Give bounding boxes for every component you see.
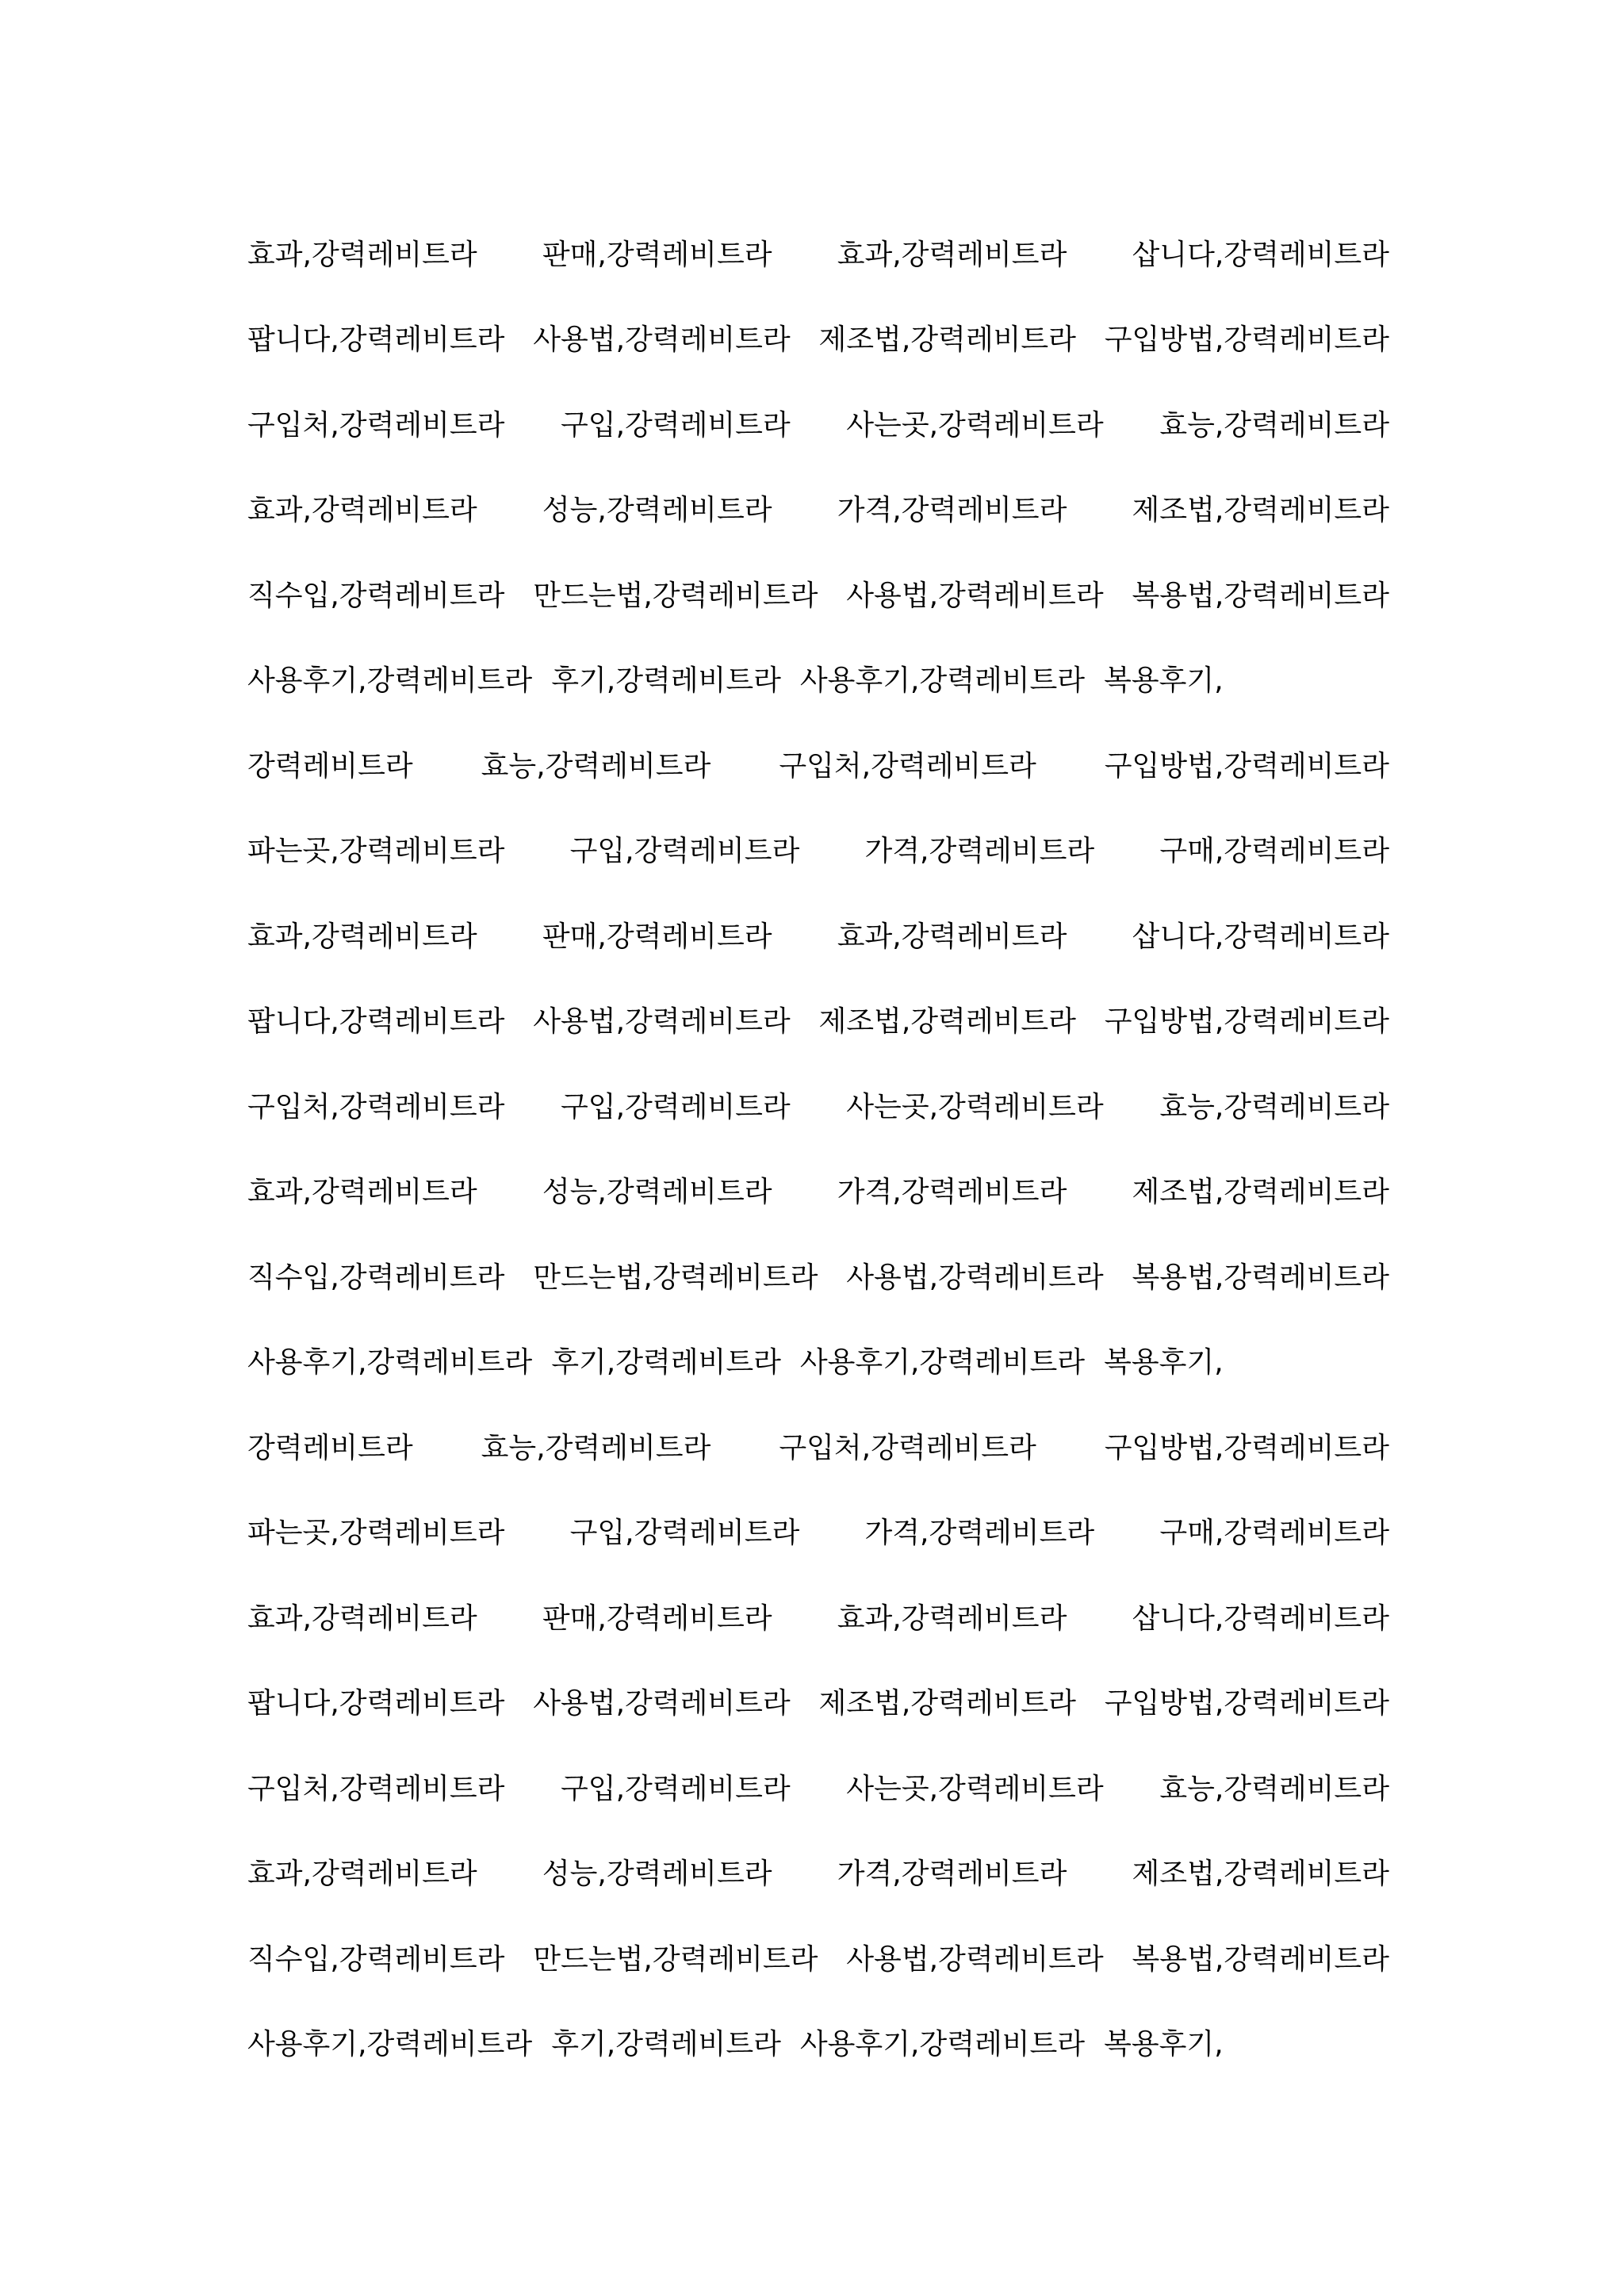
- text-segment: 구입처,강력레비트라: [779, 749, 1036, 783]
- text-segment: 구입,강력레비트라: [561, 1090, 791, 1123]
- text-segment: 성능,강력레비트라: [542, 1858, 772, 1891]
- text-segment: 효능,강력레비트라: [1159, 1090, 1389, 1123]
- text-segment: 효과,강력레비트라: [247, 1176, 477, 1209]
- text-segment: 파는곳,강력레비트라: [247, 835, 505, 868]
- text-segment: 구입,강력레비트라: [561, 408, 791, 442]
- text-segment: 효능,강력레비트라: [1159, 1772, 1389, 1805]
- text-segment: 사용후기,강력레비트라: [247, 664, 533, 698]
- text-line: [247, 1491, 1389, 1577]
- text-segment: 구입방법,강력레비트라: [1104, 749, 1389, 783]
- text-segment: 삽니다,강력레비트라: [1132, 238, 1389, 271]
- text-segment: 사는곳,강력레비트라: [846, 408, 1104, 442]
- text-segment: 직수입,강력레비트라: [247, 579, 505, 612]
- text-segment: 복용법,강력레비트라: [1132, 579, 1389, 612]
- text-segment: 후기,강력레비트라: [551, 664, 781, 698]
- text-segment: 복용후기,: [1104, 2028, 1224, 2061]
- text-segment: 강력레비트라: [247, 749, 413, 783]
- text-line: [247, 1832, 1389, 1918]
- text-segment: 구매,강력레비트라: [1159, 1517, 1389, 1550]
- text-segment: 복용후기,: [1104, 664, 1224, 698]
- text-line: [247, 724, 1389, 809]
- text-segment: 팝니다,강력레비트라: [247, 1005, 505, 1039]
- text-line: [247, 1406, 1389, 1491]
- text-segment: 사용법,강력레비트라: [846, 1261, 1104, 1294]
- text-segment: 사는곳,강력레비트라: [846, 1090, 1104, 1123]
- text-segment: 제조법,강력레비트라: [1132, 494, 1389, 527]
- text-line: [247, 1747, 1389, 1832]
- text-segment: 구입처,강력레비트라: [247, 1090, 505, 1123]
- text-segment: 사용후기,강력레비트라: [247, 2028, 533, 2061]
- text-segment: 삽니다,강력레비트라: [1132, 1601, 1389, 1635]
- text-line: [247, 553, 1389, 639]
- text-segment: 구매,강력레비트라: [1159, 835, 1389, 868]
- text-line: [247, 1235, 1389, 1321]
- text-line: [247, 469, 1389, 554]
- text-segment: 가격,강력레비트라: [837, 494, 1067, 527]
- text-line: [247, 1917, 1389, 2003]
- text-segment: 팝니다,강력레비트라: [247, 1687, 505, 1720]
- text-segment: 복용후기,: [1104, 1346, 1224, 1380]
- text-line: [247, 383, 1389, 469]
- text-segment: 만드는법,강력레비트라: [533, 579, 818, 612]
- text-segment: 사용후기,강력레비트라: [247, 1346, 533, 1380]
- text-segment: 사용법,강력레비트라: [533, 1005, 791, 1039]
- text-segment: 구입처,강력레비트라: [779, 1431, 1036, 1464]
- text-segment: 효과,강력레비트라: [247, 238, 477, 271]
- text-segment: 직수입,강력레비트라: [247, 1942, 505, 1976]
- text-segment: 효과,강력레비트라: [247, 1601, 477, 1635]
- text-line: [247, 1321, 1389, 1406]
- text-segment: 제조법,강력레비트라: [818, 323, 1076, 357]
- text-segment: 효과,강력레비트라: [837, 920, 1067, 953]
- text-segment: 효과,강력레비트라: [837, 238, 1067, 271]
- text-segment: 제조법,강력레비트라: [818, 1005, 1076, 1039]
- text-segment: 구입,강력레비트라: [561, 1772, 791, 1805]
- text-segment: 사는곳,강력레비트라: [846, 1772, 1104, 1805]
- text-segment: 제조법,강력레비트라: [1132, 1858, 1389, 1891]
- text-segment: 가격,강력레비트라: [837, 1858, 1067, 1891]
- text-segment: 사용법,강력레비트라: [533, 323, 791, 357]
- text-segment: 강력레비트라: [247, 1431, 413, 1464]
- text-line: [247, 2003, 1389, 2088]
- text-segment: 가격,강력레비트라: [837, 1176, 1067, 1209]
- text-line: [247, 1576, 1389, 1662]
- text-line: [247, 1662, 1389, 1747]
- text-segment: 만드는법,강력레비트라: [533, 1261, 818, 1294]
- text-segment: 효능,강력레비트라: [481, 1431, 711, 1464]
- text-segment: 복용법,강력레비트라: [1132, 1942, 1389, 1976]
- text-segment: 만드는법,강력레비트라: [533, 1942, 818, 1976]
- text-segment: 효능,강력레비트라: [1159, 408, 1389, 442]
- text-segment: 구입방법,강력레비트라: [1104, 323, 1389, 357]
- text-segment: 판매,강력레비트라: [542, 238, 772, 271]
- text-segment: 삽니다,강력레비트라: [1132, 920, 1389, 953]
- text-segment: 제조법,강력레비트라: [1132, 1176, 1389, 1209]
- text-segment: 사용후기,강력레비트라: [799, 664, 1086, 698]
- text-segment: 가격,강력레비트라: [864, 835, 1095, 868]
- text-line: [247, 809, 1389, 895]
- text-segment: 팝니다,강력레비트라: [247, 323, 505, 357]
- text-segment: 구입방법,강력레비트라: [1104, 1431, 1389, 1464]
- text-segment: 판매,강력레비트라: [542, 1601, 772, 1635]
- text-segment: 성능,강력레비트라: [542, 494, 772, 527]
- text-segment: 제조법,강력레비트라: [818, 1687, 1076, 1720]
- text-segment: 구입,강력레비트라: [569, 1517, 800, 1550]
- text-segment: 구입처,강력레비트라: [247, 408, 505, 442]
- text-segment: 판매,강력레비트라: [542, 920, 772, 953]
- text-segment: 효과,강력레비트라: [247, 1858, 477, 1891]
- text-segment: 사용법,강력레비트라: [533, 1687, 791, 1720]
- text-segment: 구입,강력레비트라: [569, 835, 800, 868]
- text-line: [247, 894, 1389, 980]
- document-body: [247, 212, 1389, 2087]
- text-segment: 성능,강력레비트라: [542, 1176, 772, 1209]
- text-segment: 구입방법,강력레비트라: [1104, 1687, 1389, 1720]
- text-segment: 효과,강력레비트라: [247, 920, 477, 953]
- text-line: [247, 1065, 1389, 1150]
- text-segment: 가격,강력레비트라: [864, 1517, 1095, 1550]
- text-line: [247, 639, 1389, 725]
- text-segment: 사용후기,강력레비트라: [799, 1346, 1086, 1380]
- text-segment: 후기,강력레비트라: [551, 1346, 781, 1380]
- text-segment: 구입처,강력레비트라: [247, 1772, 505, 1805]
- text-segment: 복용법,강력레비트라: [1132, 1261, 1389, 1294]
- text-line: [247, 1150, 1389, 1236]
- text-line: [247, 980, 1389, 1066]
- text-segment: 사용법,강력레비트라: [846, 579, 1104, 612]
- text-segment: 구입방법,강력레비트라: [1104, 1005, 1389, 1039]
- text-segment: 효과,강력레비트라: [837, 1601, 1067, 1635]
- text-segment: 직수입,강력레비트라: [247, 1261, 505, 1294]
- text-segment: 사용법,강력레비트라: [846, 1942, 1104, 1976]
- text-segment: 효능,강력레비트라: [481, 749, 711, 783]
- text-segment: 사용후기,강력레비트라: [799, 2028, 1086, 2061]
- text-segment: 효과,강력레비트라: [247, 494, 477, 527]
- text-segment: 파는곳,강력레비트라: [247, 1517, 505, 1550]
- text-line: [247, 212, 1389, 298]
- text-segment: 후기,강력레비트라: [551, 2028, 781, 2061]
- text-line: [247, 298, 1389, 384]
